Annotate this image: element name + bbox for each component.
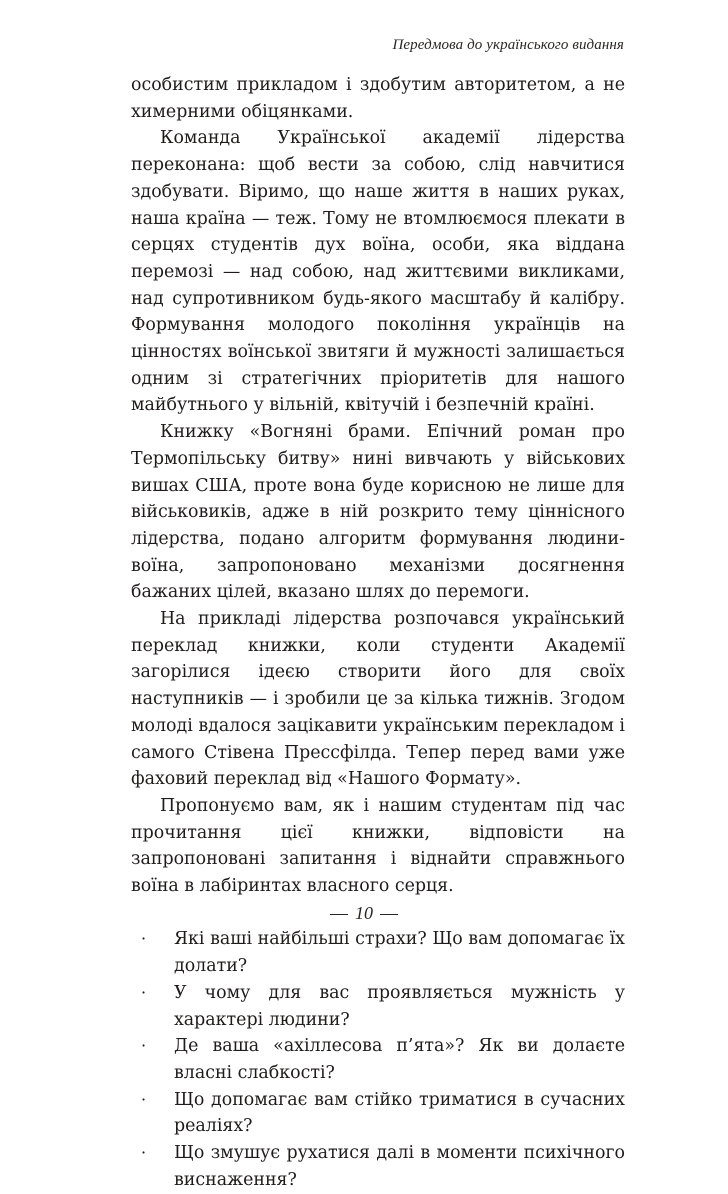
bullet-icon: · <box>141 1143 147 1163</box>
list-item <box>131 980 625 1033</box>
bullet-icon: · <box>141 1036 147 1056</box>
question-list <box>131 926 625 1193</box>
question-text: Що допомагає вам стійко триматися в сучасних реаліях? <box>174 1089 625 1137</box>
page-number: 10 <box>355 903 373 923</box>
list-item <box>131 926 625 979</box>
paragraph: Книжку «Вогняні брами. Епічний роман про Термопільську битву» нині вивчають у військових вишах США, проте вона буде корисною не лише для військовиків, адже в ній розкрито тему ціннісного лідерства, подано алгоритм формування людини-воїна, запропоновано механізми досягнення бажаних цілей, вказано шлях до перемоги. <box>131 422 625 603</box>
paragraph: На прикладі лідерства розпочався український переклад книжки, коли студенти Академії загорілися ідеєю створити його для своїх наступників — і зробили це за кілька тижнів. Згодом молоді вдалося зацікавити українським перекладом і самого Стівена Прессфілда. Тепер перед вами уже фаховий переклад від «Нашого Формату». <box>131 609 625 790</box>
question-text: Що змушує рухатися далі в моменти психічного виснаження? <box>174 1143 625 1190</box>
list-item <box>131 1033 625 1086</box>
body-text <box>131 72 625 1194</box>
bullet-icon: · <box>141 929 147 949</box>
paragraph: Пропонуємо вам, як і нашим студентам під час прочитання цієї книжки, відповісти на запропоновані запитання і віднайти справжнього воїна в лабіринтах власного серця. <box>131 795 625 897</box>
question-text: Які ваші найбільші страхи? Що вам допомагає їх долати? <box>174 929 625 977</box>
list-item <box>131 1087 625 1140</box>
folio-dash-right <box>380 914 398 915</box>
bullet-icon: · <box>141 982 147 1002</box>
paragraph: Команда Української академії лідерства переконана: щоб вести за собою, слід навчитися здобувати. Віримо, що наше життя в наших руках, наша країна — теж. Тому не втомлюємося плекати в серцях студентів дух воїна, особи, яка віддана перемозі — над собою, над життєвими викликами, над супротивником будь-якого масштабу й калібру. Формування молодого покоління українців на цінностях воїнської звитяги й мужності залишається одним зі стратегічних пріоритетів для нашого майбутнього у вільній, квітучій і безпечній країні. <box>131 128 625 416</box>
question-text: Де ваша «ахіллесова п’ята»? Як ви долаєте власні слабкості? <box>174 1036 625 1083</box>
list-item <box>131 1140 625 1193</box>
running-head: Передмова до українського видання <box>392 37 624 53</box>
paragraph-continued: особистим прикладом і здобутим авторитетом, а не химерними обіцянками. <box>131 75 625 122</box>
folio-dash-left <box>330 914 348 915</box>
page-number-footer <box>0 903 728 924</box>
bullet-icon: · <box>141 1089 147 1109</box>
question-text: У чому для вас проявляється мужність у характері людини? <box>174 982 625 1030</box>
